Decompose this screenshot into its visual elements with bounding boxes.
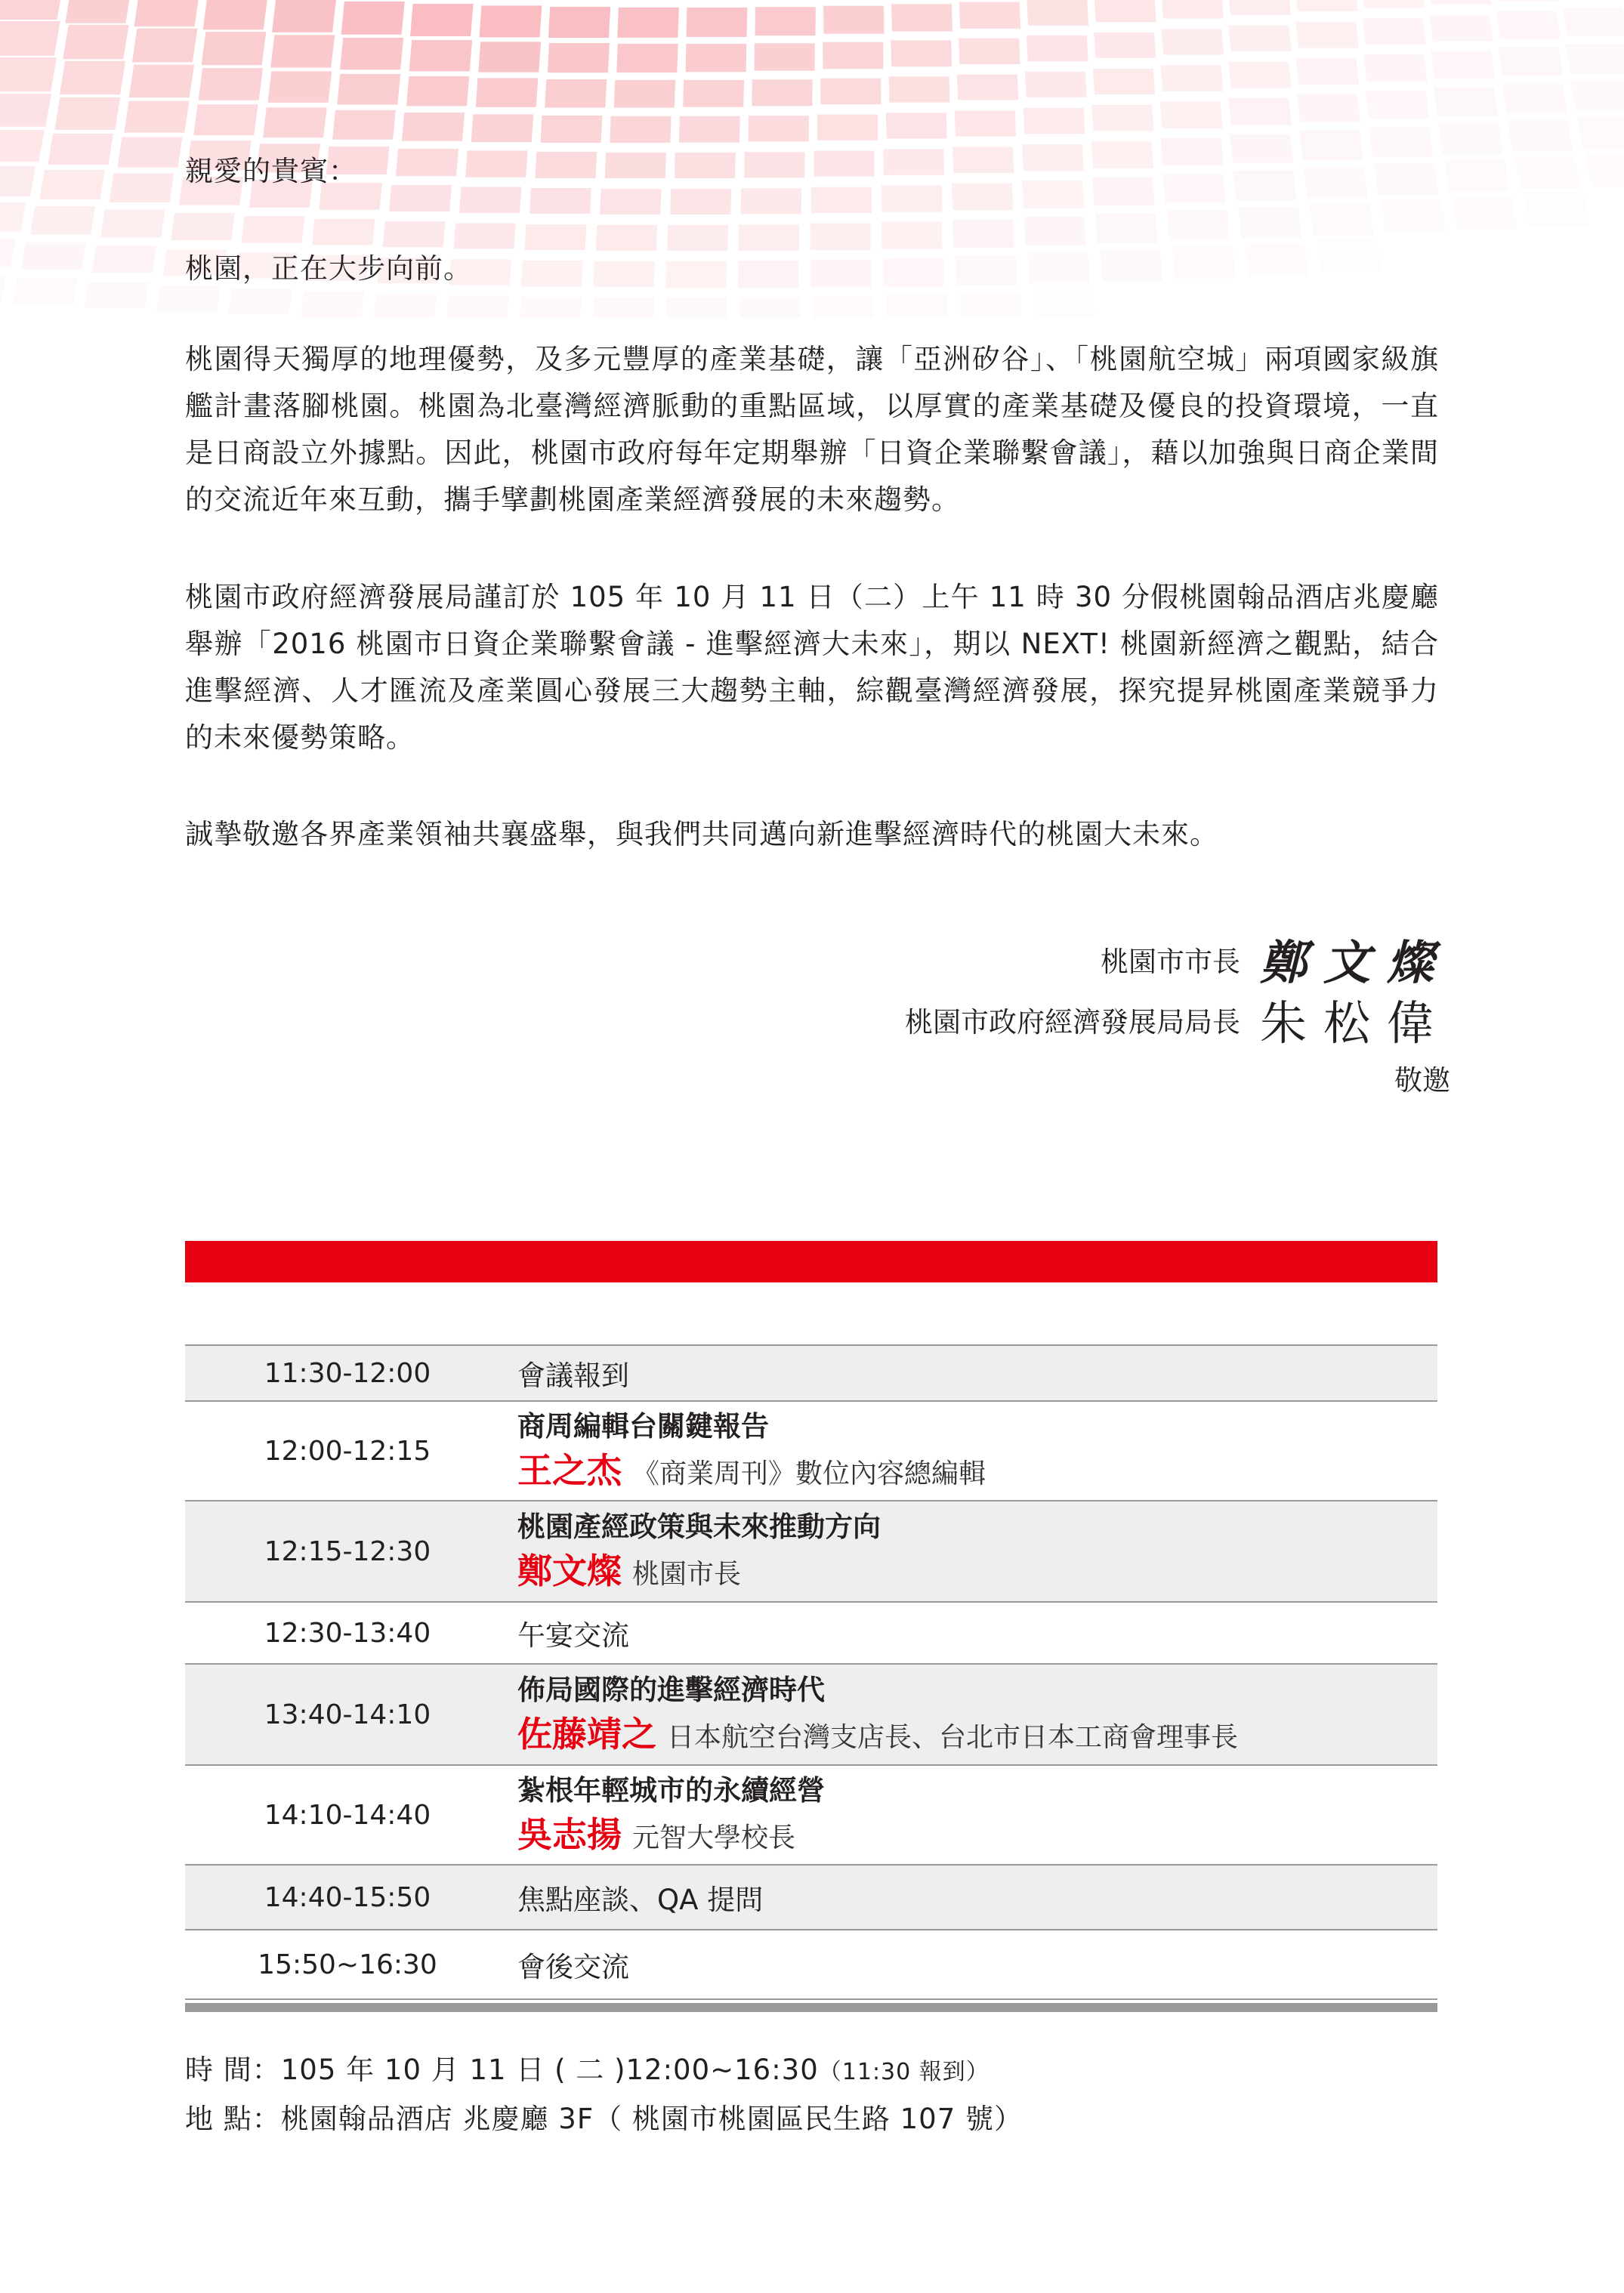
handwritten-signature: 鄭文燦 — [1259, 935, 1450, 990]
agenda-time: 13:40-14:10 — [264, 1699, 431, 1730]
agenda-description — [510, 1406, 1437, 1497]
place-label: 地 點： — [185, 2103, 281, 2135]
agenda-item: 會議報到 — [517, 1359, 629, 1392]
letter-paragraph: 桃園，正在大步向前。 — [185, 252, 472, 285]
agenda-time: 14:10-14:40 — [264, 1799, 431, 1831]
speaker-line — [517, 1812, 1437, 1861]
agenda-row — [185, 1930, 1437, 2000]
agenda-time: 12:30-13:40 — [264, 1617, 431, 1649]
agenda-topic: 桃園產經政策與未來推動方向 — [517, 1510, 881, 1543]
agenda-description — [510, 1944, 1437, 1985]
agenda-row — [185, 1866, 1437, 1930]
speaker-line — [517, 1548, 1437, 1597]
agenda-row — [185, 1346, 1437, 1402]
agenda-time: 12:15-12:30 — [264, 1535, 431, 1567]
letter-paragraph: 桃園市政府經濟發展局謹訂於 105 年 10 月 11 日（二）上午 11 時 30 分假桃園翰品酒店兆慶廳舉辦「2016 桃園市日資企業聯繫會議 - 進擊經濟大未來」，期以 NEXT! 桃園新經濟之觀點，結合進擊經濟、人才匯流及產業圓心發展三大趨勢主軸，綜觀臺灣經濟發展，探究提昇桃園產業競爭力的未來優勢策略。 — [185, 581, 1439, 754]
signer-title: 桃園市政府經濟發展局局長 — [904, 1005, 1240, 1038]
signer-title: 桃園市市長 — [1100, 945, 1240, 978]
signature-director — [905, 986, 1450, 1053]
speaker-role: 《商業周刊》數位內容總編輯 — [632, 1458, 986, 1489]
agenda-row — [185, 1766, 1437, 1866]
agenda-topic: 商周編輯台關鍵報告 — [517, 1409, 769, 1443]
speaker-line — [517, 1448, 1437, 1497]
agenda-time: 12:00-12:15 — [264, 1435, 431, 1467]
signature-mayor — [1101, 925, 1450, 992]
event-time — [185, 2047, 990, 2088]
agenda-row — [185, 1603, 1437, 1665]
speaker-role: 桃園市長 — [632, 1558, 742, 1590]
closing — [1394, 1057, 1450, 1098]
agenda-table — [185, 1344, 1437, 2000]
agenda-time: 14:40-15:50 — [264, 1881, 431, 1913]
agenda-time: 15:50~16:30 — [258, 1949, 437, 1980]
agenda-description — [510, 1506, 1437, 1597]
time-label: 時 間： — [185, 2054, 281, 2086]
agenda-row — [185, 1665, 1437, 1766]
signer-name: 朱松偉 — [1259, 995, 1450, 1051]
speaker-name: 王之杰 — [517, 1449, 622, 1491]
agenda-item: 午宴交流 — [517, 1619, 629, 1652]
agenda-description — [510, 1669, 1437, 1761]
letter-paragraph: 誠摯敬邀各界產業領袖共襄盛舉，與我們共同邁向新進擊經濟時代的桃園大未來。 — [185, 818, 1218, 850]
agenda-topic: 佈局國際的進擊經濟時代 — [517, 1673, 825, 1706]
speaker-role: 日本航空台灣支店長、台北市日本工商會理事長 — [667, 1721, 1239, 1753]
closing-text: 敬邀 — [1394, 1064, 1450, 1097]
place-value: 桃園翰品酒店 兆慶廳 3F（ 桃園市桃園區民生路 107 號） — [280, 2103, 1023, 2135]
salutation: 親愛的貴賓： — [185, 155, 357, 187]
agenda-topic: 紮根年輕城市的永續經營 — [517, 1773, 825, 1807]
speaker-role: 元智大學校長 — [632, 1822, 796, 1853]
agenda-description — [510, 1770, 1437, 1861]
speaker-name: 佐藤靖之 — [517, 1713, 656, 1754]
speaker-name: 鄭文燦 — [517, 1550, 622, 1591]
event-place — [185, 2096, 1023, 2137]
agenda-row — [185, 1402, 1437, 1501]
letter-paragraph: 桃園得天獨厚的地理優勢，及多元豐厚的產業基礎，讓「亞洲矽谷」、「桃園航空城」兩項國家級旗艦計畫落腳桃園。桃園為北臺灣經濟脈動的重點區域，以厚實的產業基礎及優良的投資環境，一直是日商設立外據點。因此，桃園市政府每年定期舉辦「日資企業聯繫會議」，藉以加強與日商企業間的交流近年來互動，攜手擘劃桃園產業經濟發展的未來趨勢。 — [185, 343, 1439, 516]
agenda-row — [185, 1501, 1437, 1603]
agenda-description — [510, 1613, 1437, 1653]
speaker-line — [517, 1711, 1437, 1761]
agenda-bottom-rule — [185, 2003, 1437, 2012]
agenda-item: 焦點座談、QA 提問 — [517, 1884, 764, 1916]
time-value: 105 年 10 月 11 日 ( 二 )12:00~16:30 — [280, 2054, 819, 2086]
agenda-item: 會後交流 — [517, 1951, 629, 1983]
agenda-time: 11:30-12:00 — [264, 1357, 431, 1389]
agenda-description — [510, 1353, 1437, 1393]
agenda-header-bar — [185, 1241, 1437, 1282]
agenda-description — [510, 1877, 1437, 1918]
speaker-name: 吳志揚 — [517, 1813, 622, 1855]
time-note: （11:30 報到） — [818, 2059, 990, 2085]
